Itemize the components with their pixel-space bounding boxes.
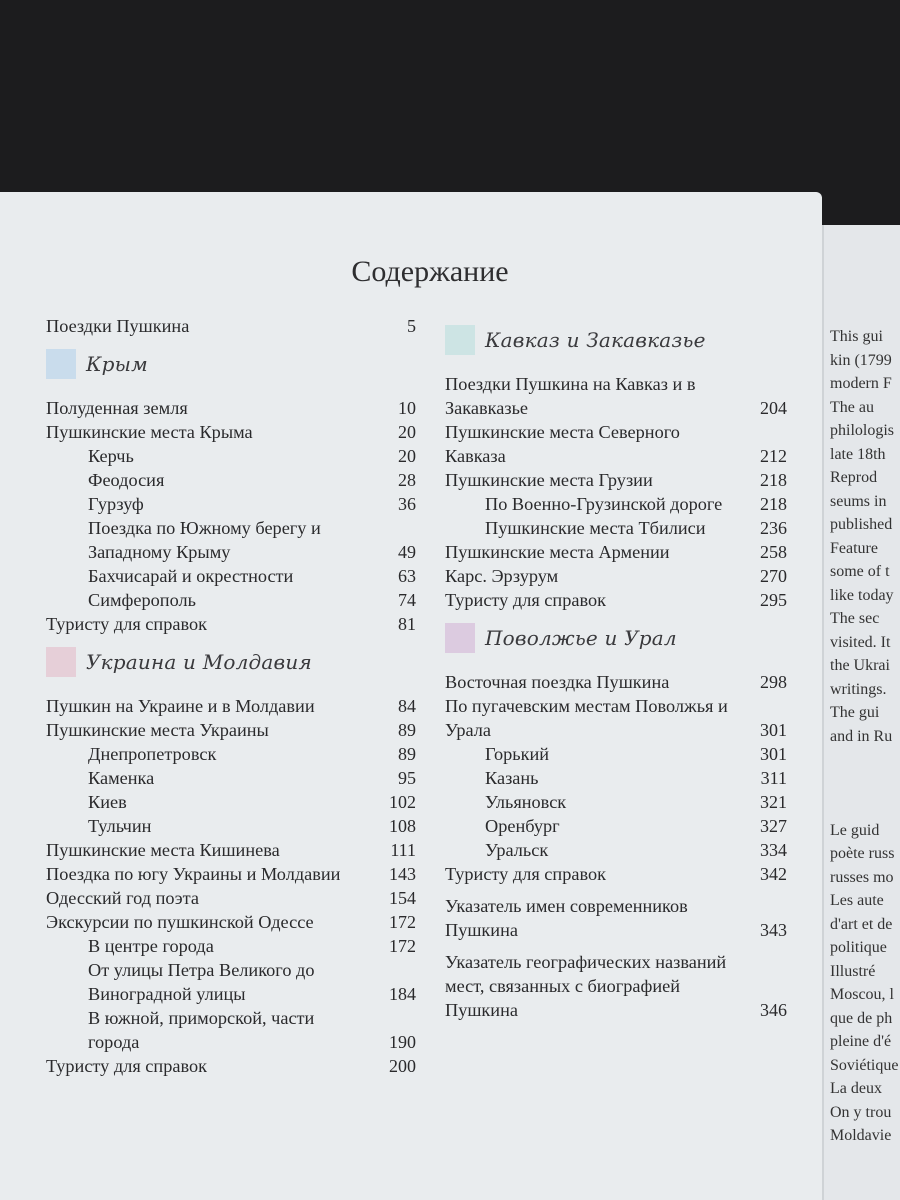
entry-title: Бахчисарай и окрестности (88, 566, 294, 586)
right-page-line (830, 795, 898, 819)
toc-subentry[interactable] (445, 492, 787, 516)
right-page-line: poète russ (830, 845, 895, 862)
toc-subentry[interactable] (445, 838, 787, 862)
entry-title: Туристу для справок (46, 1056, 207, 1076)
toc-entry[interactable] (445, 564, 787, 588)
toc-subentry[interactable] (445, 742, 787, 766)
entry-title: Туристу для справок (46, 614, 207, 634)
toc-subentry[interactable] (46, 790, 416, 814)
entry-page-number: 81 (398, 614, 416, 634)
toc-subentry[interactable] (46, 468, 416, 492)
entry-page-number: 346 (760, 1000, 787, 1020)
right-page-line: politique (830, 939, 887, 956)
entry-title: Одесский год поэта (46, 888, 199, 908)
right-page-line: kin (1799 (830, 351, 892, 369)
right-page-line: La deux (830, 1080, 882, 1097)
right-page-line: Le guid (830, 821, 880, 839)
right-page-line: Moldavie (830, 1127, 892, 1144)
right-page-line: Illustré (830, 962, 876, 980)
toc-subentry[interactable] (46, 1006, 416, 1054)
toc-subentry[interactable] (46, 588, 416, 612)
entry-page-number: 327 (760, 816, 787, 836)
right-page-line: This gui (830, 328, 883, 345)
entry-title: Пушкинские места Грузии (445, 470, 653, 490)
entry-page-number: 63 (398, 566, 416, 586)
toc-subentry[interactable] (46, 958, 416, 1006)
entry-page-number: 190 (389, 1032, 416, 1052)
entry-page-number: 343 (760, 920, 787, 940)
page-title: Содержание (351, 255, 509, 288)
entry-title: Пушкинские места Крыма (46, 422, 253, 442)
toc-entry[interactable] (445, 670, 787, 694)
entry-page-number: 204 (760, 398, 787, 418)
toc-subentry[interactable] (445, 766, 787, 790)
entry-page-number: 311 (760, 768, 787, 788)
entry-page-number: 298 (760, 672, 787, 692)
toc-entry[interactable] (445, 372, 787, 420)
entry-page-number: 172 (389, 912, 416, 932)
entry-title: Горький (485, 744, 550, 764)
entry-page-number: 89 (398, 744, 416, 764)
toc-entry[interactable] (445, 862, 787, 886)
right-page-line: some of t (830, 563, 890, 580)
toc-entry[interactable] (46, 612, 416, 636)
right-page-line: late 18th (830, 445, 886, 463)
entry-title: Пушкинские места Украины (46, 720, 269, 740)
entry-page-number: 10 (398, 398, 416, 418)
entry-title: Туристу для справок (445, 590, 606, 610)
toc-entry[interactable] (46, 838, 416, 862)
entry-page-number: 154 (389, 888, 416, 908)
entry-page-number: 212 (760, 446, 787, 466)
entry-title: В южной, приморской, части города (88, 1008, 315, 1052)
entry-page-number: 108 (389, 816, 416, 836)
right-page-line: russes mo (830, 868, 894, 886)
entry-title: Гурзуф (88, 494, 144, 514)
entry-page-number: 49 (398, 542, 416, 562)
entry-title: Поездки Пушкина на Кавказ и в Закавказье (445, 374, 696, 418)
entry-page-number: 295 (760, 590, 787, 610)
toc-entry[interactable] (445, 694, 787, 742)
entry-title: Феодосия (88, 470, 165, 490)
toc-entry[interactable] (46, 862, 416, 886)
entry-page-number: 20 (398, 446, 416, 466)
entry-page-number: 321 (760, 792, 787, 812)
entry-page-number: 20 (398, 422, 416, 442)
entry-page-number: 342 (760, 864, 787, 884)
entry-title: По Военно-Грузинской дороге (485, 494, 723, 514)
right-page-line: The gui (830, 704, 880, 721)
entry-title: Пушкинские места Северного Кавказа (445, 422, 680, 466)
right-page-line: Soviétique (830, 1056, 899, 1074)
right-page-line: seums in (830, 492, 887, 510)
section-heading (445, 318, 787, 362)
entry-title: Туристу для справок (445, 864, 606, 884)
toc-entry[interactable] (46, 886, 416, 910)
entry-title: Поездки Пушкина (46, 316, 190, 336)
toc-right-column (445, 314, 787, 1022)
toc-left-column (46, 314, 416, 1078)
section-color-square (445, 325, 475, 355)
toc-subentry[interactable] (46, 564, 416, 588)
section-title: Поволжье и Урал (485, 626, 677, 650)
right-page-text (830, 325, 898, 1148)
right-page-line: like today (830, 586, 894, 604)
entry-page-number: 301 (760, 744, 787, 764)
entry-title: Указатель имен современников Пушкина (445, 896, 688, 940)
toc-entry[interactable] (445, 588, 787, 612)
entry-page-number: 95 (398, 768, 416, 788)
entry-title: Днепропетровск (88, 744, 217, 764)
entry-title: Каменка (88, 768, 155, 788)
entry-page-number: 36 (398, 494, 416, 514)
entry-title: В центре города (88, 936, 214, 956)
right-page-line: On y trou (830, 1103, 892, 1121)
right-page-line: Feature (830, 539, 878, 557)
toc-entry[interactable] (46, 910, 416, 934)
section-heading (445, 616, 787, 660)
right-page-line: d'art et de (830, 915, 893, 933)
toc-entry[interactable] (46, 420, 416, 444)
entry-page-number: 334 (760, 840, 787, 860)
right-page-line: visited. It (830, 633, 891, 651)
entry-page-number: 270 (760, 566, 787, 586)
toc-subentry[interactable] (46, 492, 416, 516)
entry-title: Поездка по Южному берегу и Западному Крыму (88, 518, 321, 562)
entry-title: Тульчин (88, 816, 152, 836)
entry-title: Экскурсии по пушкинской Одессе (46, 912, 314, 932)
entry-page-number: 102 (389, 792, 416, 812)
right-page-line: Moscou, l (830, 986, 894, 1003)
right-page-line: Reprod (830, 469, 878, 486)
entry-page-number: 172 (389, 936, 416, 956)
entry-title: Киев (88, 792, 127, 812)
entry-title: От улицы Петра Великого до Виноградной улицы (88, 960, 315, 1004)
entry-title: Восточная поездка Пушкина (445, 672, 670, 692)
toc-entry[interactable] (46, 314, 416, 338)
entry-page-number: 28 (398, 470, 416, 490)
right-page-line: The au (830, 398, 874, 416)
entry-page-number: 236 (760, 518, 787, 538)
entry-title: Указатель географических названий мест, связанных с биографией Пушкина (445, 952, 727, 1020)
toc-subentry[interactable] (445, 516, 787, 540)
section-title: Украина и Молдавия (86, 650, 312, 674)
right-page-line (830, 748, 898, 772)
toc-subentry[interactable] (445, 814, 787, 838)
entry-title: Поездка по югу Украины и Молдавии (46, 864, 341, 884)
right-page-line (830, 772, 898, 796)
section-color-square (445, 623, 475, 653)
entry-title: Пушкинские места Армении (445, 542, 670, 562)
entry-page-number: 258 (760, 542, 787, 562)
book-page-right (822, 225, 900, 1200)
section-heading (46, 342, 416, 386)
toc-entry[interactable] (46, 396, 416, 420)
entry-page-number: 200 (389, 1056, 416, 1076)
section-title: Кавказ и Закавказье (485, 328, 706, 352)
spacer (445, 942, 787, 950)
entry-title: Ульяновск (485, 792, 567, 812)
entry-title: Уральск (485, 840, 549, 860)
right-page-line: que de ph (830, 1009, 893, 1027)
toc-entry[interactable] (445, 540, 787, 564)
entry-title: Карс. Эрзурум (445, 566, 559, 586)
section-title: Крым (86, 352, 148, 376)
entry-title: Полуденная земля (46, 398, 188, 418)
right-page-line: Les aute (830, 892, 884, 909)
right-page-line: modern F (830, 375, 892, 392)
entry-title: Казань (485, 768, 539, 788)
section-heading (46, 640, 416, 684)
entry-page-number: 5 (407, 316, 416, 336)
section-color-square (46, 647, 76, 677)
right-page-line: the Ukrai (830, 657, 890, 674)
toc-entry[interactable] (445, 894, 787, 942)
toc-entry[interactable] (445, 950, 787, 1022)
toc-entry[interactable] (46, 1054, 416, 1078)
right-page-line: pleine d'é (830, 1033, 892, 1050)
right-page-line: published (830, 516, 893, 533)
entry-page-number: 89 (398, 720, 416, 740)
entry-page-number: 143 (389, 864, 416, 884)
toc-subentry[interactable] (46, 766, 416, 790)
spacer (445, 886, 787, 894)
entry-title: Пушкин на Украине и в Молдавии (46, 696, 315, 716)
toc-entry[interactable] (445, 468, 787, 492)
right-page-line: writings. (830, 680, 887, 698)
entry-page-number: 184 (389, 984, 416, 1004)
right-page-line: philologis (830, 422, 895, 439)
entry-title: Симферополь (88, 590, 196, 610)
entry-page-number: 218 (760, 470, 787, 490)
entry-title: Пушкинские места Тбилиси (485, 518, 706, 538)
right-page-line: and in Ru (830, 727, 893, 745)
toc-subentry[interactable] (46, 742, 416, 766)
entry-page-number: 111 (390, 840, 416, 860)
toc-entry[interactable] (445, 420, 787, 468)
toc-subentry[interactable] (46, 516, 416, 564)
entry-title: По пугачевским местам Поволжья и Урала (445, 696, 728, 740)
toc-subentry[interactable] (46, 444, 416, 468)
entry-title: Оренбург (485, 816, 560, 836)
toc-entry[interactable] (46, 694, 416, 718)
right-page-line: The sec (830, 610, 880, 627)
toc-subentry[interactable] (46, 814, 416, 838)
toc-subentry[interactable] (46, 934, 416, 958)
toc-subentry[interactable] (445, 790, 787, 814)
entry-title: Пушкинские места Кишинева (46, 840, 280, 860)
entry-page-number: 301 (760, 720, 787, 740)
entry-title: Керчь (88, 446, 134, 466)
entry-page-number: 74 (398, 590, 416, 610)
section-color-square (46, 349, 76, 379)
entry-page-number: 218 (760, 494, 787, 514)
entry-page-number: 84 (398, 696, 416, 716)
toc-entry[interactable] (46, 718, 416, 742)
